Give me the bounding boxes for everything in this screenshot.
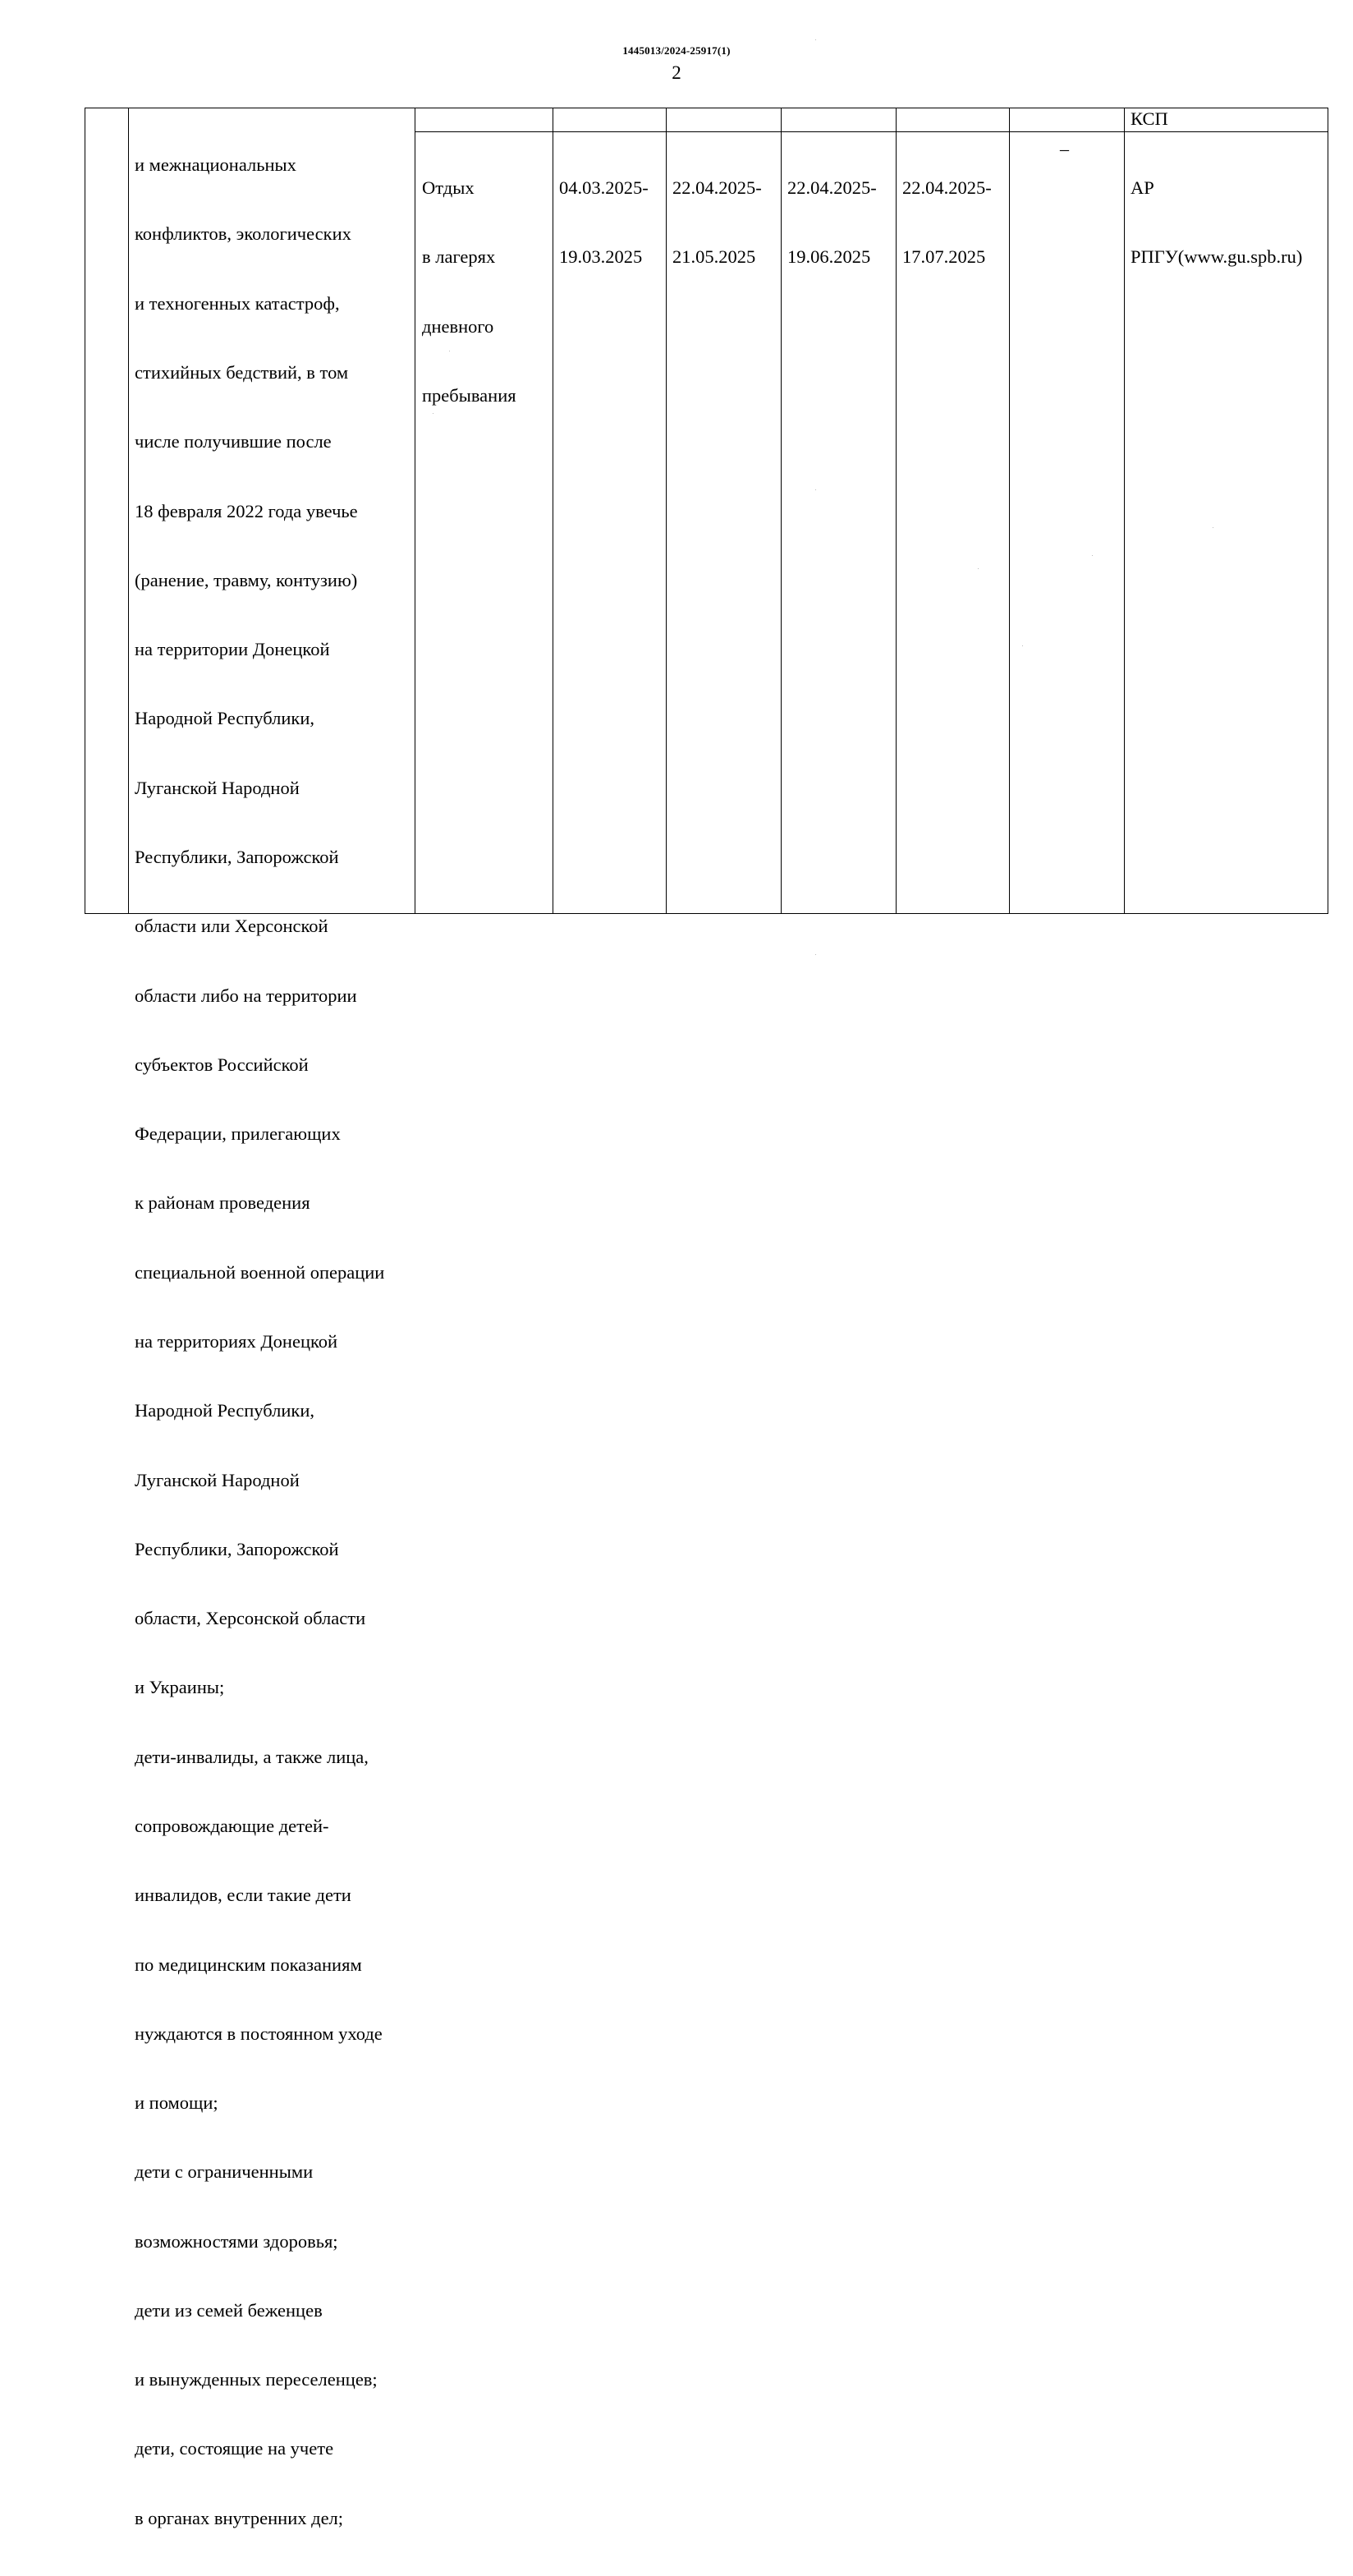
category-line: конфликтов, экологических — [135, 223, 351, 245]
column-divider — [128, 108, 129, 913]
category-line: Луганской Народной — [135, 777, 300, 798]
period-start: 04.03.2025- — [559, 177, 649, 199]
category-line: Народной Республики, — [135, 1400, 314, 1421]
category-line: и Украины; — [135, 1677, 225, 1698]
category-line: к районам проведения — [135, 1192, 310, 1214]
category-line: Народной Республики, — [135, 708, 314, 729]
top-row-col9-cell: КСП — [1131, 108, 1168, 129]
category-line: и вынужденных переселенцев; — [135, 2369, 378, 2390]
category-line: сопровождающие детей- — [135, 1815, 329, 1836]
column-divider — [1124, 108, 1125, 913]
application-method-line: АР — [1131, 177, 1154, 199]
category-line: области или Херсонской — [135, 916, 328, 937]
period-end: 19.03.2025 — [559, 246, 643, 268]
category-line: стихийных бедствий, в том — [135, 362, 349, 383]
period-cell-3 — [787, 131, 877, 315]
scan-speck — [978, 568, 979, 569]
scan-speck — [815, 954, 816, 955]
rest-type-line: пребывания — [422, 385, 516, 406]
category-line: дети из семей беженцев — [135, 2299, 323, 2321]
application-method-cell — [1131, 131, 1302, 315]
category-line: области либо на территории — [135, 985, 357, 1006]
rest-type-line: дневного — [422, 315, 494, 337]
period-cell-4 — [902, 131, 992, 315]
period-start: 22.04.2025- — [672, 177, 762, 199]
category-line: субъектов Российской — [135, 1054, 309, 1075]
category-line: на территории Донецкой — [135, 639, 330, 660]
column-divider — [781, 108, 782, 913]
category-line: числе получившие после — [135, 431, 332, 452]
period-end: 21.05.2025 — [672, 246, 756, 268]
application-method-line: РПГУ(www.gu.spb.ru) — [1131, 246, 1303, 268]
category-line: Луганской Народной — [135, 1469, 300, 1490]
column-divider — [896, 108, 897, 913]
period-end: 17.07.2025 — [902, 246, 986, 268]
category-line: дети-инвалиды, а также лица, — [135, 1746, 369, 1767]
category-line: и техногенных катастроф, — [135, 292, 340, 314]
category-line: (ранение, травму, контузию) — [135, 569, 358, 590]
page-number: 2 — [672, 62, 681, 83]
category-line: дети, состоящие на учете — [135, 2438, 334, 2459]
column-divider — [666, 108, 667, 913]
rest-type-line: в лагерях — [422, 246, 496, 268]
category-line: Республики, Запорожской — [135, 1538, 339, 1559]
category-line: 18 февраля 2022 года увечье — [135, 500, 358, 521]
category-line: Федерации, прилегающих — [135, 1123, 341, 1145]
scan-speck — [815, 39, 816, 40]
column-divider — [1009, 108, 1010, 913]
category-line: и помощи; — [135, 2092, 218, 2114]
category-description-cell — [135, 108, 384, 2576]
category-line: нуждаются в постоянном уходе — [135, 2023, 383, 2044]
period-cell-1 — [559, 131, 649, 315]
category-line: на территориях Донецкой — [135, 1330, 338, 1352]
period-end: 19.06.2025 — [787, 246, 871, 268]
category-line: инвалидов, если такие дети — [135, 1885, 351, 1906]
schedule-table — [85, 108, 1328, 2528]
scan-speck — [1092, 555, 1093, 556]
category-line: специальной военной операции — [135, 1261, 385, 1283]
period-cell-2 — [672, 131, 762, 315]
category-line: дети с ограниченными — [135, 2161, 314, 2183]
scan-speck — [1022, 645, 1023, 646]
rest-type-line: Отдых — [422, 177, 475, 199]
category-line: в органах внутренних дел; — [135, 2507, 344, 2528]
category-line: и межнациональных — [135, 154, 296, 176]
period-start: 22.04.2025- — [787, 177, 877, 199]
period-start: 22.04.2025- — [902, 177, 992, 199]
category-line: Республики, Запорожской — [135, 847, 339, 867]
category-line: области, Херсонской области — [135, 1608, 366, 1629]
empty-value-dash: _ — [1060, 132, 1069, 153]
document-number: 1445013/2024-25917(1) — [622, 44, 731, 57]
category-line: по медицинским показаниям — [135, 1954, 362, 1975]
category-line: возможностями здоровья; — [135, 2230, 338, 2252]
rest-type-cell — [422, 131, 516, 453]
scan-speck — [815, 489, 816, 490]
